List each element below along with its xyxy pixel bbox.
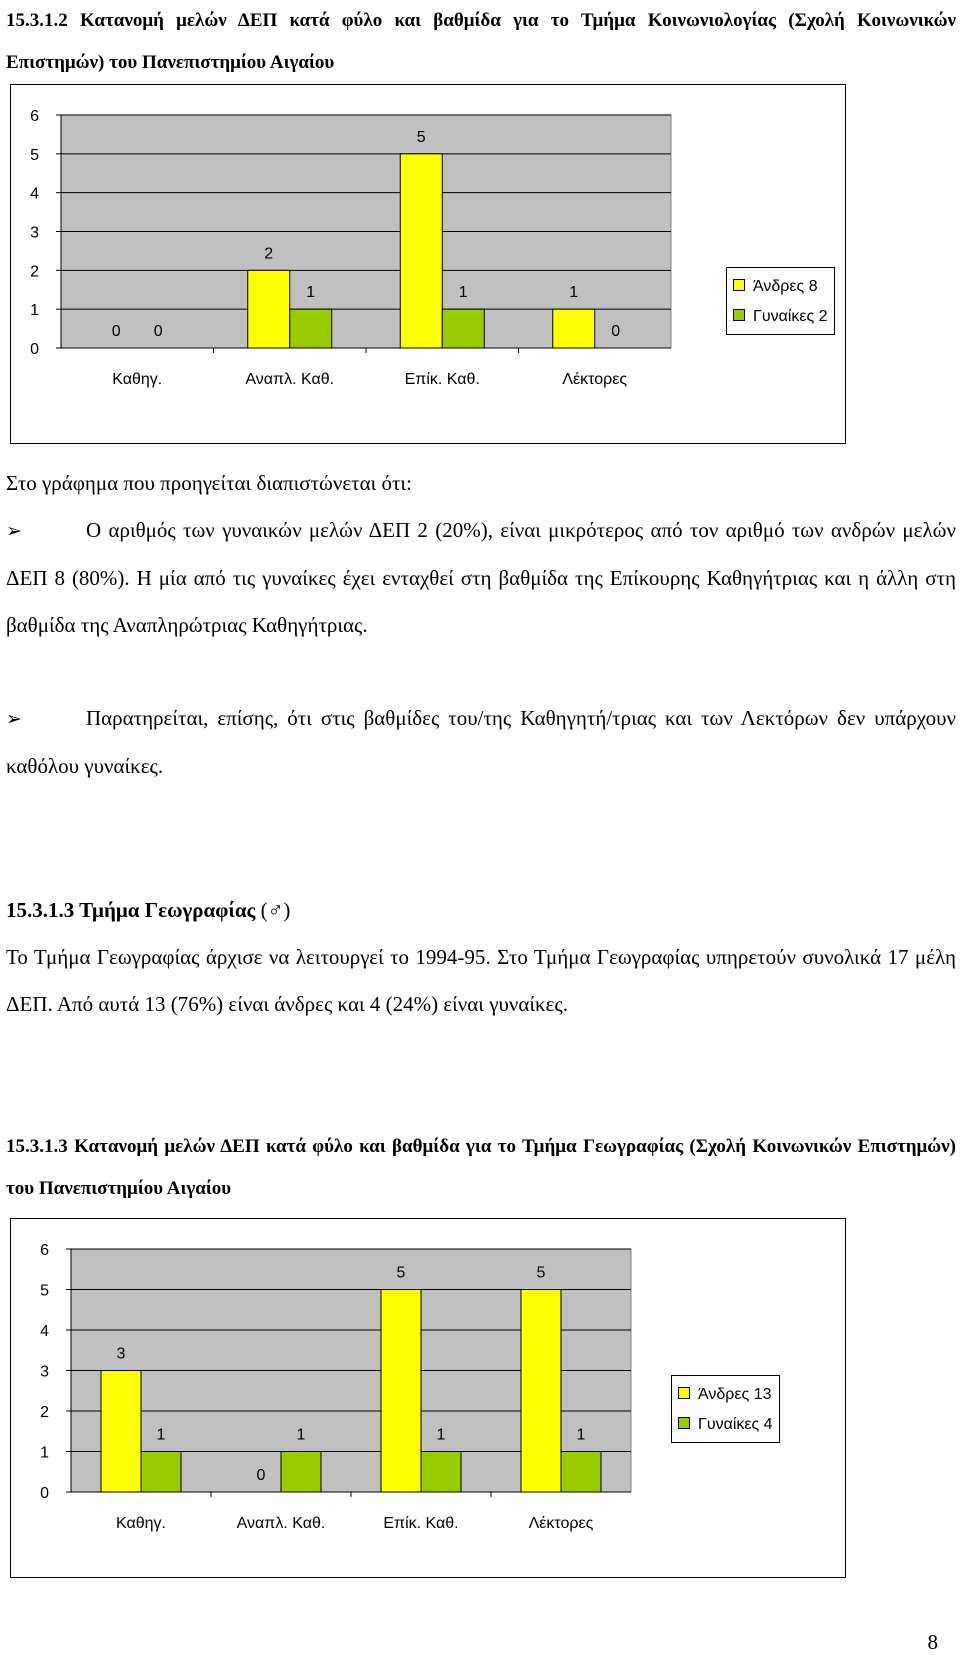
bar-men [248,270,290,348]
y-tick-label: 5 [40,1282,49,1300]
data-label: 1 [569,284,579,302]
legend-men-swatch [733,279,745,291]
bar-women [141,1452,181,1493]
bar-women [421,1452,461,1493]
data-label: 0 [153,323,163,340]
data-label: 5 [396,1264,406,1282]
bullet-item-1-text: Ο αριθμός των γυναικών μελών ΔΕΠ 2 (20%), είναι μικρότερος από τον αριθμό των ανδρών μελών ΔΕΠ 8 (80%). Η μία από τις γυναίκες έχει ενταχθεί στη βαθμίδα της Επίκουρης Καθηγήτριας και η άλλη στη βαθμίδα της Αναπληρώτριας Καθηγήτριας. [6,518,956,637]
data-label: 1 [156,1426,166,1444]
legend-men-swatch [678,1387,690,1399]
chart1-legend-women [733,302,828,332]
x-category-label: Αναπλ. Καθ. [245,371,335,388]
bar-men [381,1290,421,1493]
bar-women [442,309,484,348]
y-tick-label: 1 [40,1444,49,1462]
data-label: 0 [611,323,621,340]
legend-women-swatch [733,309,745,321]
y-tick-label: 0 [40,1485,49,1502]
bullet-arrow-icon: ➢ [6,520,22,542]
data-label: 3 [116,1345,126,1363]
chart2-legend-men [678,1380,773,1410]
chart1-plot [11,85,845,443]
page-number: 8 [927,1630,938,1654]
x-category-label: Επίκ. Καθ. [404,371,480,388]
bar-women [290,309,332,348]
bullet-arrow-icon: ➢ [6,708,22,730]
y-tick-label: 2 [30,263,39,281]
chart2-caption: 15.3.1.3 Κατανομή μελών ΔΕΠ κατά φύλο και βαθμίδα για το Τμήμα Γεωγραφίας (Σχολή Κοινωνικών Επιστημών) του Πανεπιστημίου Αιγαίου [6,1136,956,1199]
chart1-legend [726,267,835,335]
bar-women [281,1452,321,1493]
chart2 [10,1218,846,1578]
legend-men-label: Άνδρες 8 [753,278,818,295]
paragraph-intro: Στο γράφημα που προηγείται διαπιστώνεται ότι: [6,471,412,495]
legend-women-label: Γυναίκες 4 [698,1416,773,1433]
data-label: 5 [416,128,426,146]
y-tick-label: 3 [30,224,39,242]
data-label: 1 [306,284,316,302]
data-label: 1 [576,1426,586,1444]
bullet-item-2 [6,695,956,790]
bar-men [400,154,442,348]
x-category-label: Αναπλ. Καθ. [236,1515,326,1532]
data-label: 1 [296,1426,306,1444]
chart1-caption: 15.3.1.2 Κατανομή μελών ΔΕΠ κατά φύλο και βαθμίδα για το Τμήμα Κοινωνιολογίας (Σχολή Κοινωνικών Επιστημών) του Πανεπιστημίου Αιγαίου [6,10,956,73]
y-tick-label: 6 [30,108,39,125]
section-heading [6,887,956,934]
y-tick-label: 3 [40,1363,49,1381]
x-category-label: Επίκ. Καθ. [383,1515,459,1532]
data-label: 1 [458,284,468,302]
chart2-legend-women [678,1410,773,1440]
y-tick-label: 1 [30,302,39,320]
data-label: 1 [436,1426,446,1444]
data-label: 5 [536,1264,546,1282]
bar-men [521,1290,561,1493]
y-tick-label: 4 [40,1323,49,1340]
legend-men-label: Άνδρες 13 [698,1386,772,1403]
data-label: 0 [111,323,121,340]
bar-men [101,1371,141,1493]
y-tick-label: 5 [30,146,39,164]
y-tick-label: 4 [30,185,39,203]
x-category-label: Λέκτορες [562,371,628,388]
x-category-label: Καθηγ. [116,1515,166,1532]
bar-men [553,309,595,348]
male-symbol-icon: (♂) [260,898,291,922]
chart2-legend [671,1375,780,1443]
y-tick-label: 0 [30,341,39,358]
bullet-item-2-text: Παρατηρείται, επίσης, ότι στις βαθμίδες του/της Καθηγητή/τριας και των Λεκτόρων δεν υπάρχουν καθόλου γυναίκες. [6,706,956,778]
data-label: 2 [264,245,274,263]
chart1-legend-men [733,272,828,302]
chart1 [10,84,846,444]
legend-women-swatch [678,1417,690,1429]
paragraph-geography: Το Τμήμα Γεωγραφίας άρχισε να λειτουργεί το 1994-95. Στο Τμήμα Γεωγραφίας υπηρετούν συνολικά 17 μέλη ΔΕΠ. Από αυτά 13 (76%) είναι άνδρες και 4 (24%) είναι γυναίκες. [6,945,956,1016]
x-category-label: Λέκτορες [528,1515,594,1532]
legend-women-label: Γυναίκες 2 [753,308,828,325]
y-tick-label: 2 [40,1404,49,1421]
x-category-label: Καθηγ. [112,371,163,388]
section-heading-text: 15.3.1.3 Τμήμα Γεωγραφίας [6,898,256,922]
bar-women [561,1452,601,1493]
bullet-item-1 [6,507,956,649]
data-label: 0 [256,1467,266,1484]
y-tick-label: 6 [40,1242,49,1259]
